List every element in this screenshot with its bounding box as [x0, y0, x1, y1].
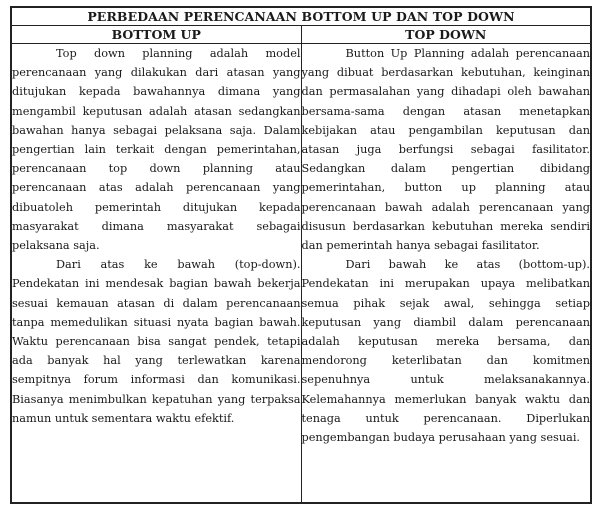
right-paragraph: Dari bawah ke atas (bottom-up). Pendekatan ini merupakan upaya melibatkan semua pihak sejak awal, sehingga setiap keputusan yang diambil dalam perencanaan adalah keputusan mereka bersama, dan mendorong keterlibatan dan komitmen sepenuhnya untuk melaksanakannya. Kelemahannya memerlukan banyak waktu dan tenaga untuk perencanaan. Diperlukan pengembangan budaya perusahaan yang sesuai. — [301, 258, 590, 445]
comparison-table — [11, 7, 591, 503]
right-paragraph: Button Up Planning adalah perencanaan yang dibuat berdasarkan kebutuhan, keinginan dan permasalahan yang dihadapi oleh bawahan bersama-sama dengan atasan menetapkan kebijakan atau pengambilan keputusan dan atasan juga berfungsi sebagai fasilitator. Sedangkan dalam pengertian dibidang pemerintahan, button up planning atau perencanaan bawah adalah perencanaan yang disusun berdasarkan kebutuhan mereka sendiri dan pemerintah hanya sebagai fasilitator. — [301, 47, 590, 253]
left-paragraph: Dari atas ke bawah (top-down). Pendekatan ini mendesak bagian bawah bekerja sesuai kemauan atasan di dalam perencanaan tanpa memedulikan situasi nyata bagian bawah. Waktu perencanaan bisa sangat pendek, tetapi ada banyak hal yang terlewatkan karena sempitnya forum informasi dan komunikasi. Biasanya menimbulkan kepatuhan yang terpaksa namun untuk sementara waktu efektif. — [12, 258, 301, 425]
column-header-top-down: TOP DOWN — [301, 26, 591, 44]
column-header-row — [12, 26, 591, 44]
left-paragraph: Top down planning adalah model perencanaan yang dilakukan dari atasan yang ditujukan kepada bawahannya dimana yang mengambil keputusan adalah atasan sedangkan bawahan hanya sebagai pelaksana saja. Dalam pengertian lain terkait dengan pemerintahan, perencanaan top down planning atau perencanaan atas adalah perencanaan yang dibuatoleh pemerintah ditujukan kepada masyarakat dimana masyarakat sebagai pelaksana saja. — [12, 47, 301, 253]
column-header-bottom-up: BOTTOM UP — [12, 26, 302, 44]
right-cell — [301, 44, 591, 503]
left-cell-text — [12, 44, 301, 428]
table-title: PERBEDAAN PERENCANAAN BOTTOM UP DAN TOP DOWN — [12, 8, 591, 26]
right-cell-text — [302, 44, 591, 447]
content-row — [12, 44, 591, 503]
comparison-table-frame — [10, 6, 592, 504]
left-cell — [12, 44, 302, 503]
table-title-row — [12, 8, 591, 26]
